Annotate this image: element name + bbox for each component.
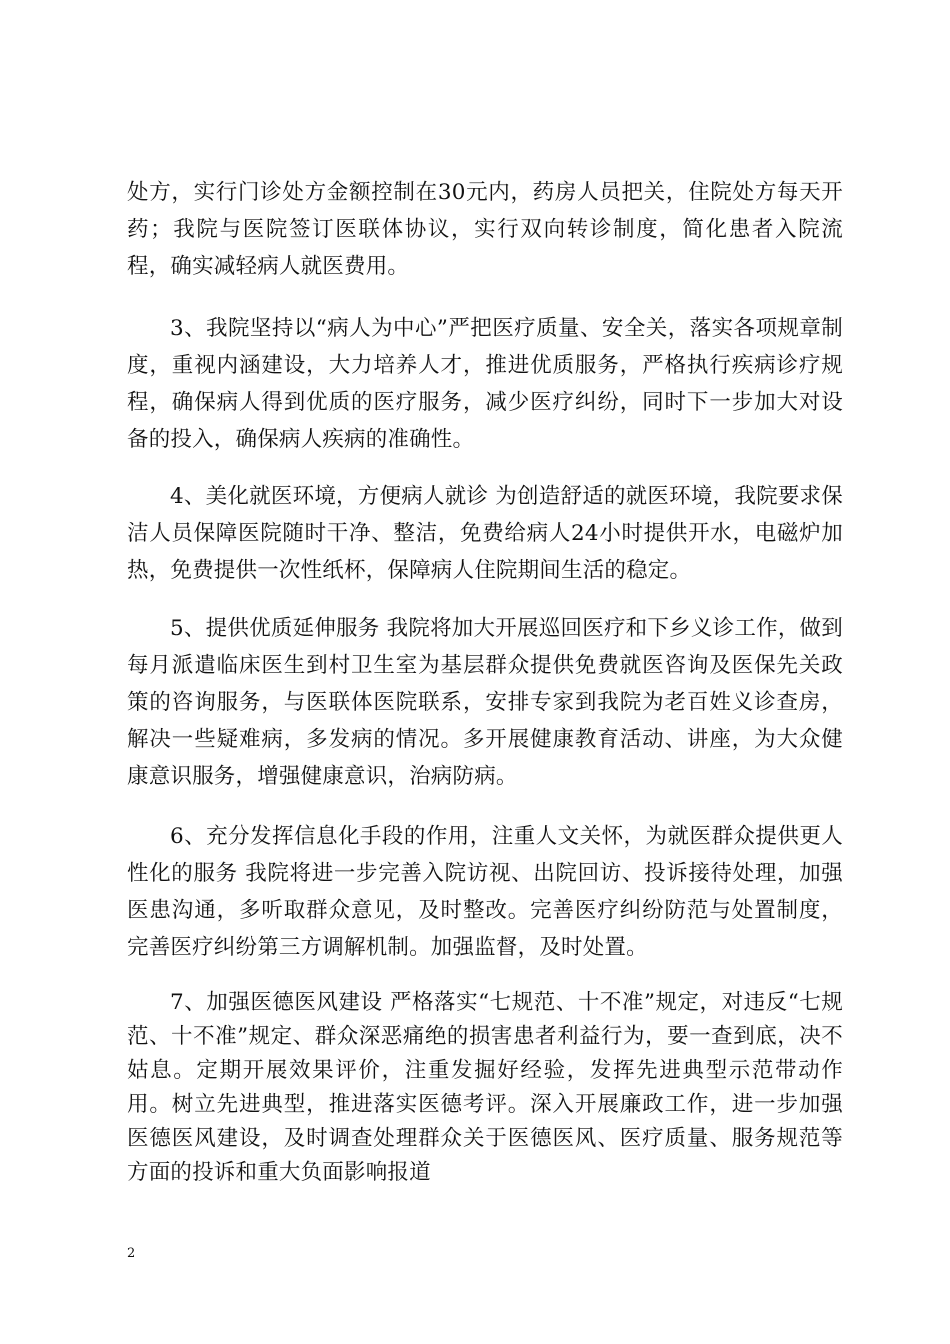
page-number: 2 <box>127 1246 136 1261</box>
paragraph-item-6: 6、充分发挥信息化手段的作用，注重人文关怀，为就医群众提供更人性化的服务 我院将进一步完善入院访视、出院回访、投诉接待处理，加强医患沟通，多听取群众意见，及时整改。完善医疗纠纷防范与处置制度，完善医疗纠纷第三方调解机制。加强监督，及时处置。 <box>127 824 843 960</box>
paragraph-continuation: 处方，实行门诊处方金额控制在30元内，药房人员把关，住院处方每天开药；我院与医院签订医联体协议，实行双向转诊制度，简化患者入院流程，确实减轻病人就医费用。 <box>127 180 843 279</box>
paragraph-item-7: 7、加强医德医风建设 严格落实“七规范、十不准”规定，对违反“七规范、十不准”规定、群众深恶痛绝的损害患者利益行为，要一查到底，决不姑息。定期开展效果评价，注重发掘好经验，发挥先进典型示范带动作用。树立先进典型，推进落实医德考评。深入开展廉政工作，进一步加强医德医风建设，及时调查处理群众关于医德医风、医疗质量、服务规范等方面的投诉和重大负面影响报道 <box>127 990 843 1185</box>
paragraph-item-3: 3、我院坚持以“病人为中心”严把医疗质量、安全关，落实各项规章制度，重视内涵建设，大力培养人才，推进优质服务，严格执行疾病诊疗规程，确保病人得到优质的医疗服务，减少医疗纠纷，同时下一步加大对设备的投入，确保病人疾病的准确性。 <box>127 316 843 452</box>
paragraph-item-4: 4、美化就医环境，方便病人就诊 为创造舒适的就医环境，我院要求保洁人员保障医院随时干净、整洁，免费给病人24小时提供开水，电磁炉加热，免费提供一次性纸杯，保障病人住院期间生活的稳定。 <box>127 484 843 583</box>
paragraph-item-5: 5、提供优质延伸服务 我院将加大开展巡回医疗和下乡义诊工作，做到每月派遣临床医生到村卫生室为基层群众提供免费就医咨询及医保先关政策的咨询服务，与医联体医院联系，安排专家到我院为老百姓义诊查房，解决一些疑难病，多发病的情况。多开展健康教育活动、讲座，为大众健康意识服务，增强健康意识，治病防病。 <box>127 616 843 789</box>
